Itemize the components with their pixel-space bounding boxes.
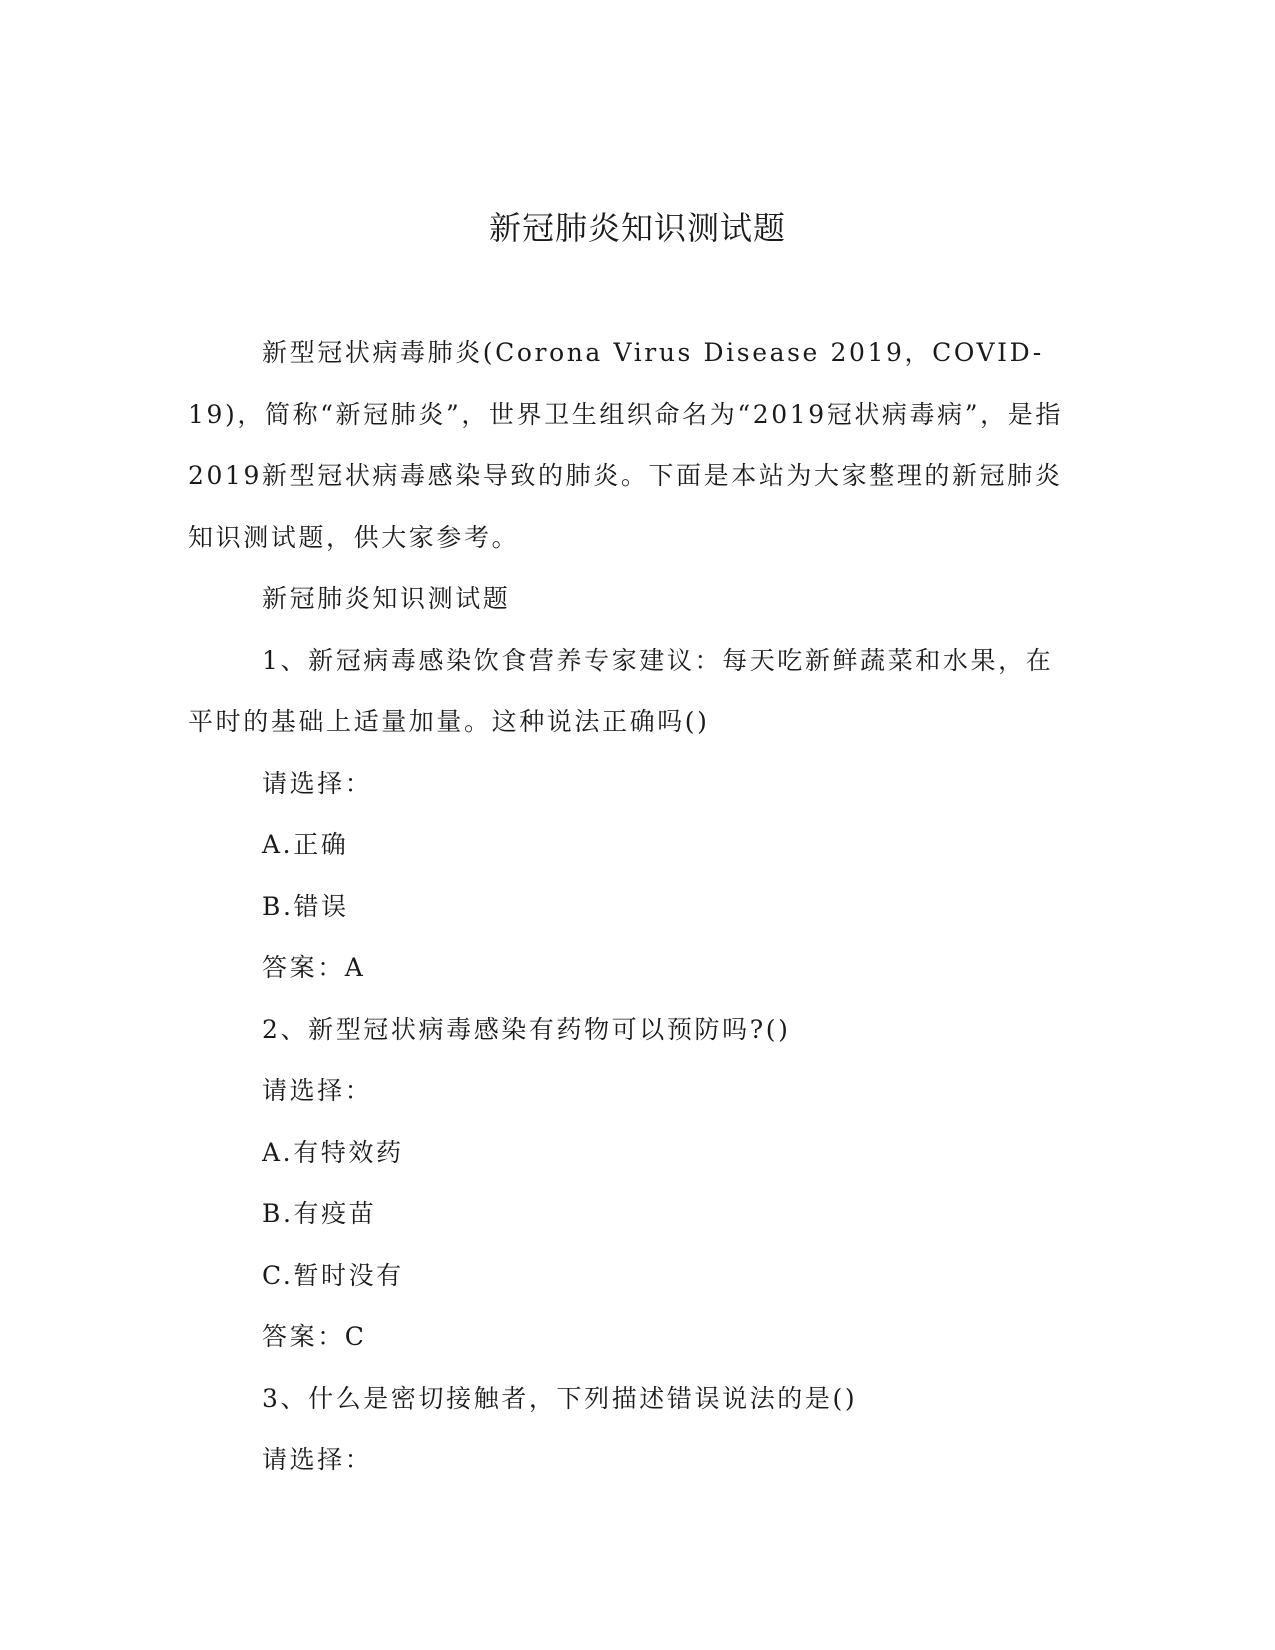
question-2-answer: 答案：C [262,1322,367,1351]
question-1-text: 1、新冠病毒感染饮食营养专家建议：每天吃新鲜蔬菜和水果，在平时的基础上适量加量。这种说法正确吗() [188,645,1054,736]
document-title: 新冠肺炎知识测试题 [488,209,786,247]
question-2-text: 2、新型冠状病毒感染有药物可以预防吗?() [262,1014,791,1044]
question-2-prompt: 请选择： [262,1076,373,1105]
question-2-option-b: B.有疫苗 [262,1199,377,1228]
question-2-option-a: A.有特效药 [262,1137,404,1167]
question-3-prompt: 请选择： [262,1445,373,1474]
intro-paragraph: 新型冠状病毒肺炎(Corona Virus Disease 2019，COVID-19)，简称“新冠肺炎”，世界卫生组织命名为“2019冠状病毒病”，是指2019新型冠状病毒感染导致的肺炎。下面是本站为大家整理的新冠肺炎知识测试题，供大家参考。 [188,338,1063,552]
question-1-option-b: B.错误 [262,891,349,921]
question-1-option-a: A.正确 [262,830,349,859]
section-heading: 新冠肺炎知识测试题 [262,584,511,613]
question-3-text: 3、什么是密切接触者，下列描述错误说法的是() [262,1383,858,1413]
question-1-prompt: 请选择： [262,768,373,798]
question-2-option-c: C.暂时没有 [262,1260,404,1290]
document-body [188,322,1078,1491]
question-1-answer: 答案：A [262,953,366,982]
